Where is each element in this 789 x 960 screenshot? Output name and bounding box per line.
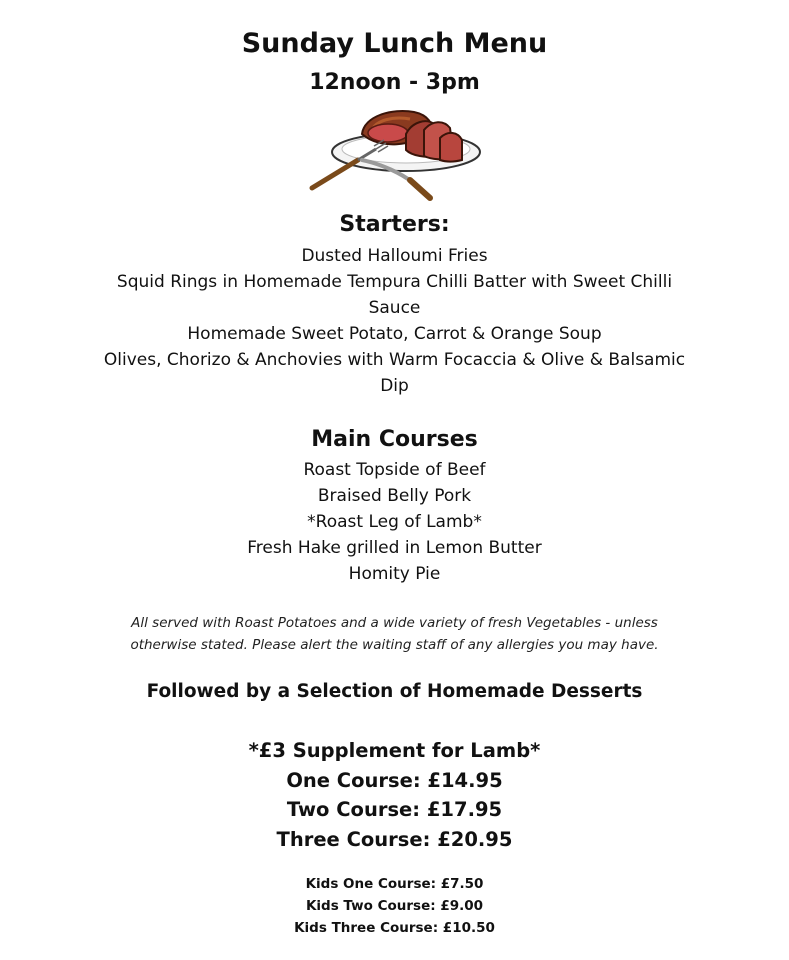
desserts-line: Followed by a Selection of Homemade Desserts [146, 681, 643, 702]
starters-list [0, 243, 789, 399]
list-item: Dusted Halloumi Fries [301, 246, 488, 266]
price-two-course: Two Course: £17.95 [286, 798, 503, 821]
list-item: Olives, Chorizo & Anchovies with Warm Focaccia & Olive & Balsamic Dip [103, 350, 686, 396]
pricing-list [0, 736, 789, 854]
allergy-note: All served with Roast Potatoes and a wide variety of fresh Vegetables - unless otherwise stated. Please alert the waiting staff of any allergies you may have. [130, 615, 659, 653]
list-item: Roast Topside of Beef [303, 460, 486, 480]
kids-price-one-course: Kids One Course: £7.50 [305, 876, 484, 892]
roast-meat-platter-icon [302, 102, 488, 208]
main-courses-list [0, 457, 789, 587]
kids-price-two-course: Kids Two Course: £9.00 [305, 898, 484, 914]
list-item: *Roast Leg of Lamb* [307, 512, 482, 532]
list-item: Braised Belly Pork [317, 486, 472, 506]
price-three-course: Three Course: £20.95 [276, 827, 513, 851]
list-item: Fresh Hake grilled in Lemon Butter [247, 538, 542, 558]
kids-price-three-course: Kids Three Course: £10.50 [294, 920, 495, 936]
price-one-course: One Course: £14.95 [286, 768, 503, 792]
list-item: Squid Rings in Homemade Tempura Chilli Batter with Sweet Chilli Sauce [116, 272, 673, 318]
menu-title: Sunday Lunch Menu [241, 28, 548, 59]
serving-hours: 12noon - 3pm [309, 70, 480, 95]
list-item: Homity Pie [348, 564, 441, 584]
kids-pricing-list [0, 873, 789, 939]
starters-heading: Starters: [339, 212, 450, 237]
main-courses-heading: Main Courses [311, 427, 478, 452]
list-item: Homemade Sweet Potato, Carrot & Orange Soup [187, 324, 602, 344]
lamb-supplement: *£3 Supplement for Lamb* [248, 739, 541, 762]
